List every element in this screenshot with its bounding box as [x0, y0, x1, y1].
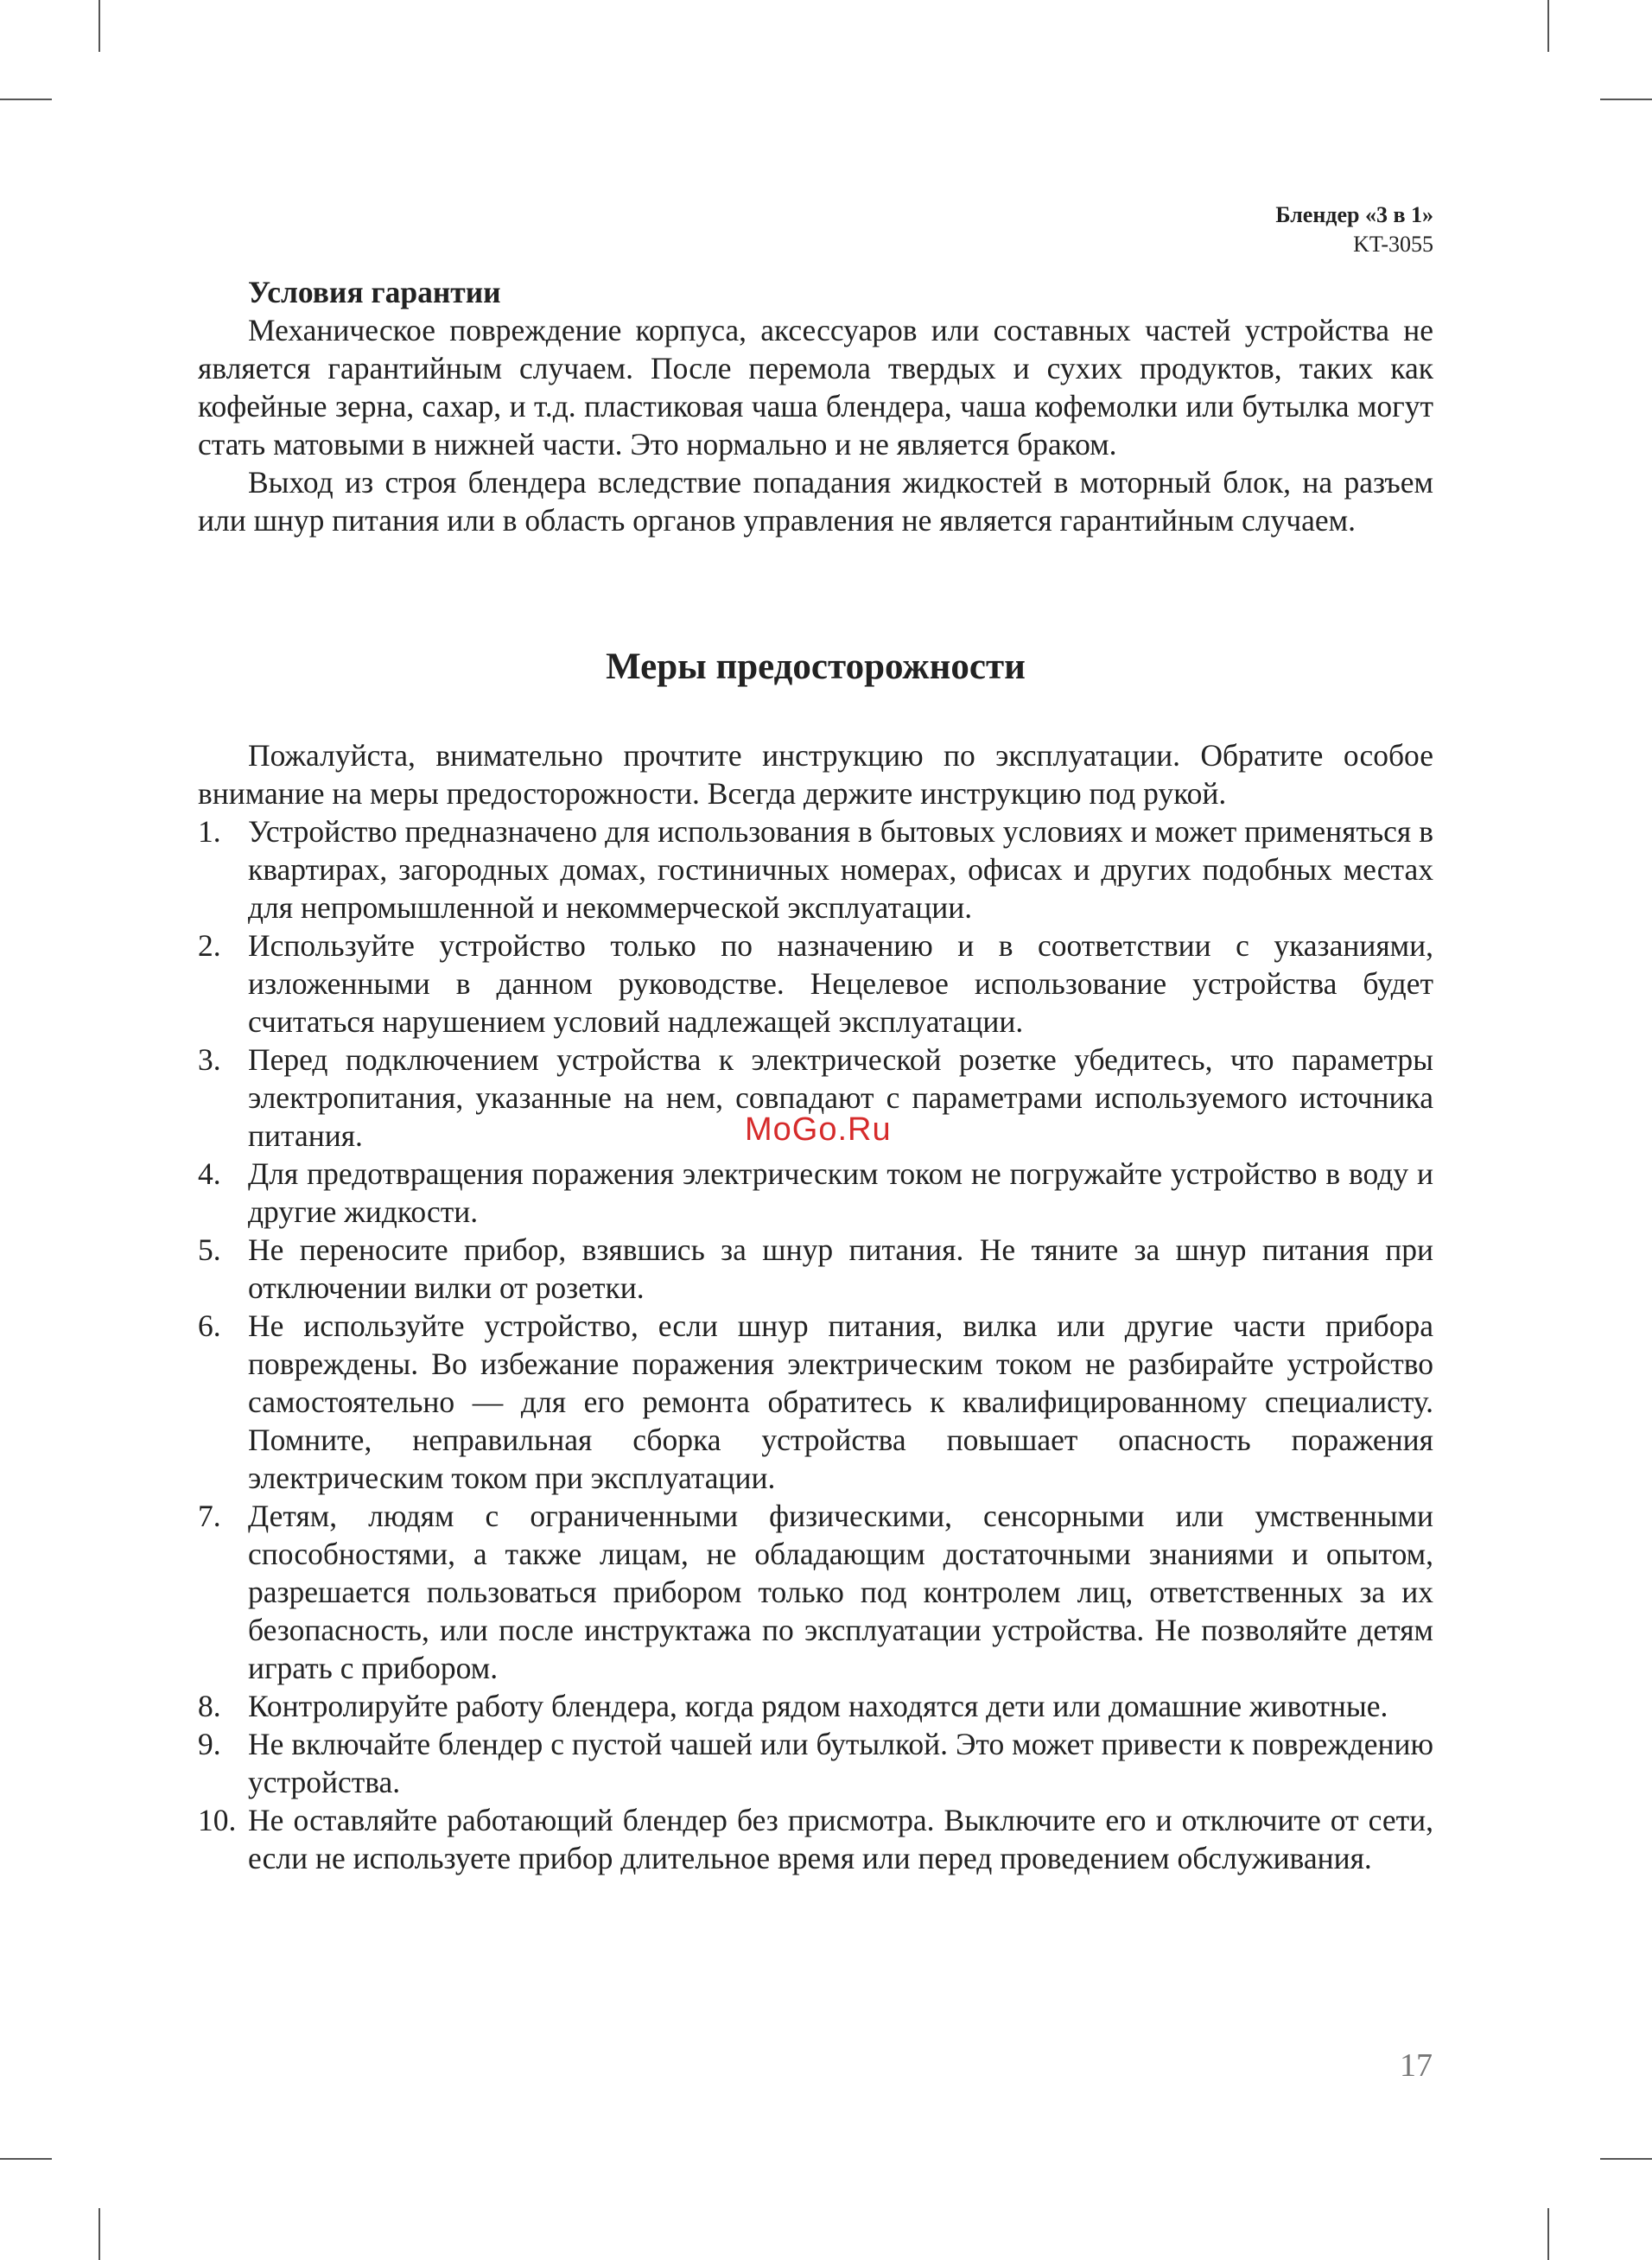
crop-mark	[98, 2208, 100, 2260]
product-model: KT-3055	[1353, 232, 1433, 257]
list-item-text: Устройство предназначено для использования в бытовых условиях и может применяться в квартирах, загородных домах, гостиничных номерах, офисах и других подобных местах для непромышленной и некоммерческой эксплуатации.	[248, 814, 1433, 925]
list-item	[198, 1801, 1433, 1877]
warranty-paragraph: Механическое повреждение корпуса, аксессуаров или составных частей устройства не является гарантийным случаем. После перемола твердых и сухих продуктов, таких как кофейные зерна, сахар, и т.д. пластиковая чаша блендера, чаша кофемолки или бутылка могут стать матовыми в нижней части. Это нормально и не является браком.	[198, 313, 1433, 462]
list-item	[198, 926, 1433, 1041]
list-item-text: Детям, людям с ограниченными физическими, сенсорными или умственными способностями, а также лицам, не обладающим достаточными знаниями и опытом, разрешается пользоваться прибором только под контролем лиц, ответственных за их безопасность, или после инструктажа по эксплуатации устройства. Не позволяйте детям играть с прибором.	[248, 1499, 1433, 1685]
page-header	[1275, 201, 1433, 259]
crop-mark	[98, 0, 100, 52]
list-item-text: Не переносите прибор, взявшись за шнур питания. Не тяните за шнур питания при отключении вилки от розетки.	[248, 1232, 1433, 1305]
product-title: Блендер «3 в 1»	[1275, 202, 1433, 227]
list-item	[198, 1231, 1433, 1307]
list-item-text: Не включайте блендер с пустой чашей или бутылкой. Это может привести к повреждению устройства.	[248, 1727, 1433, 1799]
list-item	[198, 1307, 1433, 1497]
list-item-number: 9.	[198, 1727, 221, 1761]
crop-mark	[0, 99, 52, 100]
list-item	[198, 1687, 1433, 1725]
list-item-text: Не используйте устройство, если шнур питания, вилка или другие части прибора повреждены. Во избежание поражения электрическим током не разбирайте устройство самостоятельно — для его ремонта обратитесь к квалифицированному специалисту. Помните, неправильная сборка устройства повышает опасность поражения электрическим током при эксплуатации.	[248, 1308, 1433, 1495]
list-item-text: Перед подключением устройства к электрической розетке убедитесь, что параметры электропитания, указанные на нем, совпадают с параметрами используемого источника питания.	[248, 1042, 1433, 1153]
intro-paragraph: Пожалуйста, внимательно прочтите инструкцию по эксплуатации. Обратите особое внимание на меры предосторожности. Всегда держите инструкцию под рукой.	[198, 738, 1433, 811]
list-item-text: Контролируйте работу блендера, когда рядом находятся дети или домашние животные.	[248, 1689, 1388, 1723]
list-item-number: 1.	[198, 814, 221, 849]
watermark: MoGo.Ru	[745, 1111, 892, 1148]
page-content	[198, 273, 1433, 1877]
list-item-number: 7.	[198, 1499, 221, 1533]
list-item-number: 8.	[198, 1689, 221, 1723]
list-item-text: Не оставляйте работающий блендер без присмотра. Выключите его и отключите от сети, если не используете прибор длительное время или перед проведением обслуживания.	[248, 1803, 1433, 1875]
list-item	[198, 812, 1433, 926]
list-item-number: 4.	[198, 1156, 221, 1191]
crop-mark	[0, 2158, 52, 2160]
crop-mark	[1600, 99, 1652, 100]
crop-mark	[1547, 2208, 1549, 2260]
list-item	[198, 1155, 1433, 1231]
list-item-number: 3.	[198, 1042, 221, 1077]
crop-mark	[1600, 2158, 1652, 2160]
precautions-list	[198, 812, 1433, 1877]
page-number: 17	[1400, 2047, 1433, 2084]
list-item	[198, 1497, 1433, 1687]
list-item-text: Для предотвращения поражения электрическим током не погружайте устройство в воду и другие жидкости.	[248, 1156, 1433, 1229]
list-item-number: 6.	[198, 1308, 221, 1343]
warranty-heading: Условия гарантии	[248, 275, 501, 309]
list-item-number: 10.	[198, 1803, 237, 1837]
warranty-paragraph: Выход из строя блендера вследствие попадания жидкостей в моторный блок, на разъем или шнур питания или в область органов управления не является гарантийным случаем.	[198, 465, 1433, 538]
section-title: Меры предосторожности	[606, 646, 1026, 687]
list-item-number: 5.	[198, 1232, 221, 1267]
list-item-text: Используйте устройство только по назначению и в соответствии с указаниями, изложенными в данном руководстве. Нецелевое использование устройства будет считаться нарушением условий надлежащей эксплуатации.	[248, 928, 1433, 1039]
crop-mark	[1547, 0, 1549, 52]
list-item-number: 2.	[198, 928, 221, 963]
list-item	[198, 1725, 1433, 1801]
